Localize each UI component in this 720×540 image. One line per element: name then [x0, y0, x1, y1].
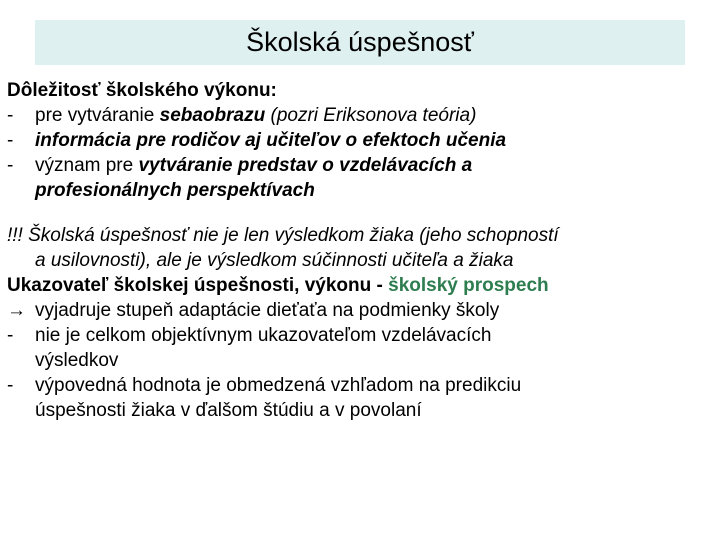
- indicator-label: Ukazovateľ školskej úspešnosti, výkonu -: [7, 275, 389, 296]
- dash-marker: -: [7, 325, 14, 346]
- arrow-text: vyjadruje stupeň adaptácie dieťaťa na podmienky školy: [35, 300, 500, 321]
- text-run: pre vytváranie: [35, 105, 160, 126]
- list-item-text: [35, 103, 717, 128]
- section-list: [7, 103, 717, 203]
- list-item: [7, 323, 717, 373]
- list-item-text: výpovedná hodnota je obmedzená vzhľadom na predikciu úspešnosti žiaka v ďalšom štúdiu a v povolaní: [35, 375, 522, 421]
- list-item: [7, 128, 717, 153]
- slide-title: Školská úspešnosť: [246, 27, 474, 57]
- list-item-text: [35, 153, 717, 203]
- dash-marker: -: [7, 105, 14, 126]
- section-heading: Dôležitosť školského výkonu:: [7, 80, 277, 101]
- arrow-line: [7, 298, 717, 323]
- indicator-line: [7, 273, 717, 298]
- text-run: vytváranie predstav o vzdelávacích a: [138, 155, 473, 176]
- list-item-text: [35, 128, 717, 153]
- text-run: informácia pre rodičov aj učiteľov o efektoch učenia: [35, 130, 507, 151]
- arrow-icon: →: [7, 300, 26, 321]
- list-item: [7, 153, 717, 203]
- text-run: profesionálnych perspektívach: [35, 180, 315, 201]
- slide-content: [7, 78, 717, 423]
- list-item-text: nie je celkom objektívnym ukazovateľom vzdelávacích výsledkov: [35, 325, 492, 371]
- slide-title-box: [35, 20, 685, 65]
- note-text-1: Školská úspešnosť nie je len výsledkom žiaka (jeho schopností: [22, 225, 559, 246]
- indicator-highlight: školský prospech: [388, 275, 549, 296]
- note-line-2: a usilovnosti), ale je výsledkom súčinnosti učiteľa a žiaka: [35, 250, 514, 271]
- note-line-1: [7, 223, 717, 248]
- note-prefix: !!!: [7, 225, 23, 246]
- dash-marker: -: [7, 130, 14, 151]
- list-item: [7, 373, 717, 423]
- dash-marker: -: [7, 375, 14, 396]
- text-run: sebaobrazu: [159, 105, 266, 126]
- dash-marker: -: [7, 155, 14, 176]
- text-run: (pozri Eriksonova teória): [265, 105, 477, 126]
- list-item: [7, 103, 717, 128]
- indicator-list: [7, 323, 717, 423]
- text-run: význam pre: [35, 155, 139, 176]
